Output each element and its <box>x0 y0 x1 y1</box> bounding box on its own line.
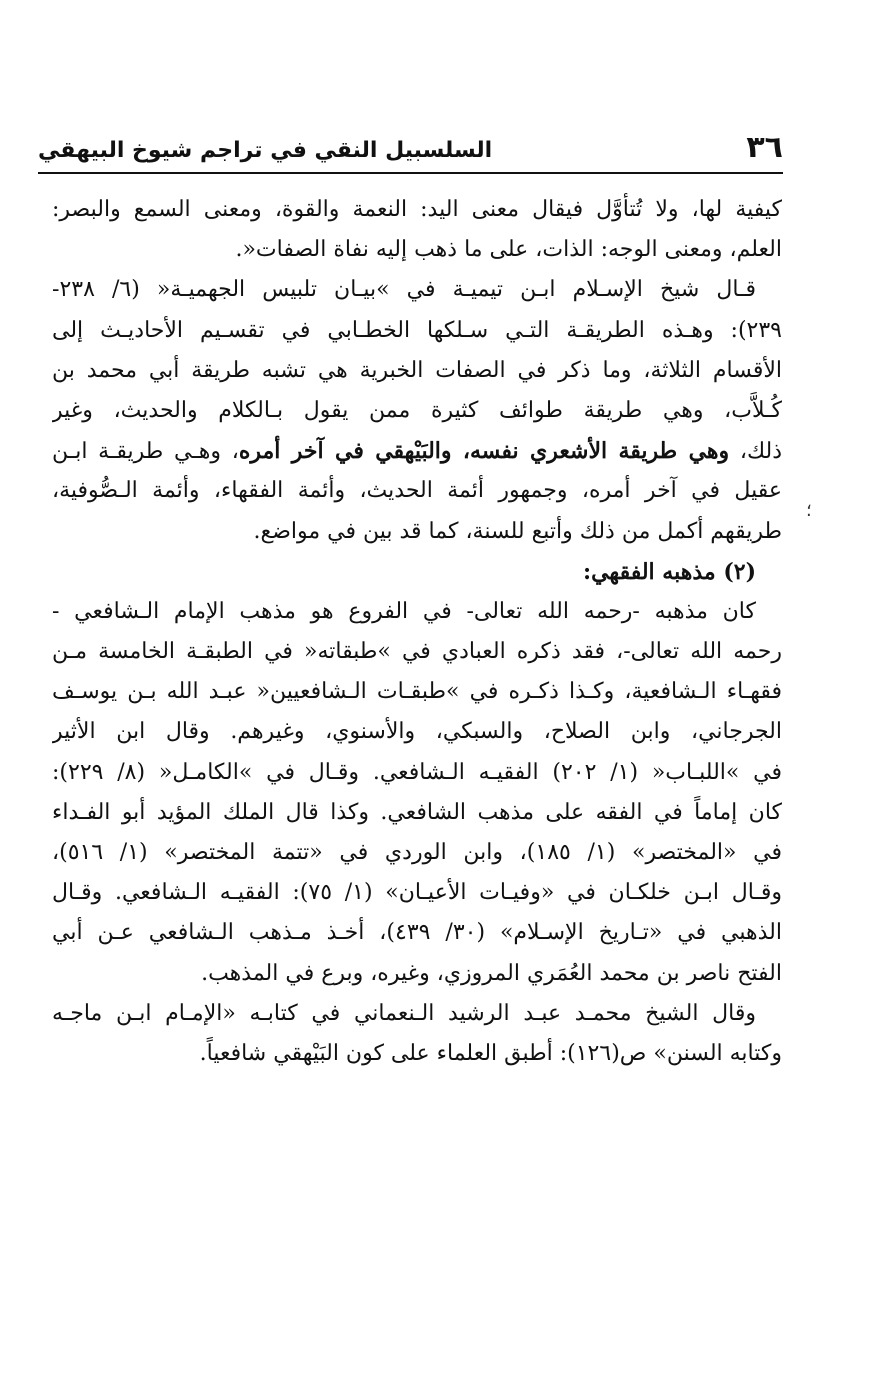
text-line: رحمه الله تعالى-، فقد ذكره العبادي في »طبقاته« في الطبقـة الخامسة مـن <box>52 639 782 665</box>
text-line: طريقهم أكمل من ذلك وأتبع للسنة، كما قد بين في مواضع. <box>253 518 782 544</box>
text-line: في «المختصر» (١/ ١٨٥)، وابن الوردي في «تتمة المختصر» (١/ ٥١٦)، <box>52 840 782 865</box>
text-line: عقيل في آخر أمره، وجمهور أئمة الحديث، وأئمة الفقهاء، وأئمة الـصُّوفية، <box>52 478 782 504</box>
text-line: وقـال ابـن خلكـان في «وفيـات الأعيـان» (١/ ٧٥): الفقيـه الـشافعي. وقـال <box>52 880 782 906</box>
running-title: السلسبيل النقي في تراجم شيوخ البيهقي <box>38 138 493 163</box>
header-divider <box>38 172 783 174</box>
text-line: الذهبي في «تـاريخ الإسـلام» (٣٠/ ٤٣٩)، أخـذ مـذهب الـشافعي عـن أبي <box>52 920 782 946</box>
text-line-with-bold <box>52 431 782 471</box>
text-line: ٢٣٩): وهـذه الطريقـة التـي سـلكها الخطـابي في تقسـيم الأحاديـث إلى <box>52 317 782 343</box>
text-line: فقهـاء الـشافعية، وكـذا ذكـره في »طبقـات الـشافعيين« عبـد الله بـن يوسـف <box>52 679 782 705</box>
text-line: وكتابه السنن» ص(١٢٦): أطبق العلماء على كون البَيْهقي شافعياً. <box>199 1040 782 1066</box>
section-heading: (٢) مذهبه الفقهي: <box>582 558 756 585</box>
text-line: كُـلاَّب، وهي طريقة طوائف كثيرة ممن يقول بـالكلام والحديث، وغير <box>52 397 782 423</box>
text-fragment: ، وهـي طريقـة ابـن <box>52 439 239 465</box>
text-line: في »اللبـاب« (١/ ٢٠٢) الفقيـه الـشافعي. وقـال في »الكامـل« (٨/ ٢٢٩): <box>52 759 782 785</box>
bold-phrase: وهي طريقة الأشعري نفسه، والبَيْهقي في آخر أمره <box>238 438 730 465</box>
text-line: العلم، ومعنى الوجه: الذات، على ما ذهب إليه نفاة الصفات«. <box>235 237 782 263</box>
page-number: ٣٦ <box>746 130 783 165</box>
text-line: قـال شيخ الإسـلام ابـن تيميـة في »بيـان تلبيس الجهميـة« (٦/ ٢٣٨- <box>52 277 757 303</box>
text-line: الجرجاني، وابن الصلاح، والسبكي، والأسنوي، وغيرهم. وقال ابن الأثير <box>52 719 782 745</box>
text-line: كان مذهبه -رحمه الله تعالى- في الفروع هو مذهب الإمام الـشافعي - <box>52 598 756 624</box>
text-line: الفتح ناصر بن محمد العُمَري المروزي، وغيره، وبرع في المذهب. <box>201 960 782 986</box>
page-header <box>38 128 783 168</box>
text-fragment: ذلك، <box>729 439 782 465</box>
text-line: كيفية لها، ولا تُتأوَّل فيقال معنى اليد: النعمة والقوة، ومعنى السمع والبصر: <box>52 197 782 222</box>
text-line: وقال الشيخ محمـد عبـد الرشيد الـنعماني في كتابـه «الإمـام ابـن ماجـه <box>52 1000 756 1026</box>
body-text <box>52 190 782 1074</box>
margin-mark: ؛ <box>806 500 812 521</box>
text-line: الأقسام الثلاثة، وما ذكر في الصفات الخبرية هي تشبه طريقة أبي محمد بن <box>52 357 782 383</box>
text-line: كان إماماً في الفقه على مذهب الشافعي. وكذا قال الملك المؤيد أبو الفـداء <box>52 799 782 825</box>
